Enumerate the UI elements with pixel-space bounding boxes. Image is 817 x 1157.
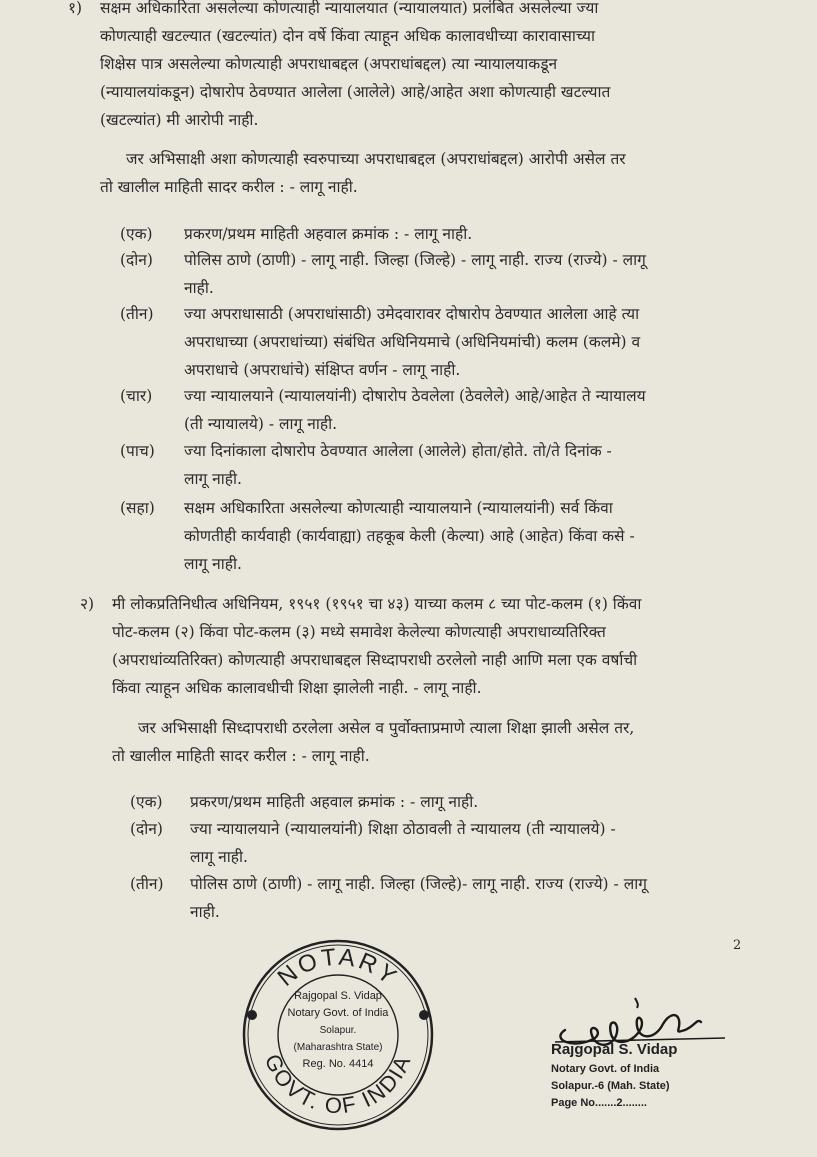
list-line: ज्या दिनांकाला दोषारोप ठेवण्यात आलेला (आलेले) होता/होते. तो/ते दिनांक -	[184, 442, 612, 460]
seal-role: Notary Govt. of India	[287, 1007, 389, 1019]
paragraph-number: १)	[68, 0, 83, 17]
list-label: (सहा)	[120, 499, 155, 517]
list-label: (तीन)	[130, 875, 164, 893]
paragraph-line: (न्यायालयांकडून) दोषारोप ठेवण्यात आलेला (आलेले) आहे/आहेत अशा कोणत्याही खटल्यात	[100, 83, 611, 101]
list1-item	[120, 494, 750, 578]
list-label: (दोन)	[120, 251, 153, 269]
list1-item	[120, 246, 750, 302]
svg-text:NOTARY	[273, 944, 404, 992]
signature-role: Notary Govt. of India	[551, 1063, 660, 1075]
seal-city: Solapur.	[319, 1025, 357, 1036]
paragraph-2	[100, 145, 760, 201]
list-label: (एक)	[120, 225, 153, 243]
list1-item	[120, 220, 750, 248]
paragraph-line: कोणत्याही खटल्यात (खटल्यांत) दोन वर्षे किंवा त्याहून अधिक कालावधीच्या कारावासाच्या	[100, 27, 596, 45]
list-line: प्रकरण/प्रथम माहिती अहवाल क्रमांक : - लागू नाही.	[184, 225, 473, 243]
paragraph-line: तो खालील माहिती सादर करील : - लागू नाही.	[112, 747, 370, 765]
list-line: लागू नाही.	[184, 470, 242, 488]
list-line: अपराधाच्या (अपराधांच्या) संबंधित अधिनियमाचे (अधिनियमांची) कलम (कलमे) व	[184, 333, 641, 351]
list-line: नाही.	[190, 903, 220, 921]
list2-item	[130, 870, 755, 926]
list-label: (तीन)	[120, 305, 154, 323]
list-line: ज्या न्यायालयाने (न्यायालयांनी) शिक्षा ठोठावली ते न्यायालय (ती न्यायालये) -	[190, 820, 616, 838]
paragraph-3	[80, 590, 760, 702]
list-line: नाही.	[184, 279, 214, 297]
list-line: (ती न्यायालये) - लागू नाही.	[184, 415, 338, 433]
list1-item	[120, 300, 750, 384]
list-line: सक्षम अधिकारिता असलेल्या कोणत्याही न्यायालयाने (न्यायालयांनी) सर्व किंवा	[184, 499, 613, 517]
paragraph-line: (अपराधांव्यतिरिक्त) कोणत्याही अपराधाबद्दल सिध्दापराधी ठरलेलो नाही आणि मला एक वर्षाची	[112, 651, 638, 669]
signature-page-number: Page No.......2........	[551, 1097, 647, 1109]
notary-seal	[240, 937, 436, 1133]
list-line: लागू नाही.	[184, 555, 242, 573]
paragraph-line: मी लोकप्रतिनिधीत्व अधिनियम, १९५१ (१९५१ चा ४३) याच्या कलम ८ च्या पोट-कलम (१) किंवा	[112, 595, 642, 613]
paragraph-number: २)	[80, 595, 95, 613]
list1-item	[120, 382, 750, 438]
signature-address: Solapur.-6 (Mah. State)	[551, 1080, 670, 1092]
list-label: (दोन)	[130, 820, 163, 838]
list-label: (एक)	[130, 793, 163, 811]
list-label: (चार)	[120, 387, 153, 405]
page-number: 2	[733, 938, 742, 953]
paragraph-line: तो खालील माहिती सादर करील : - लागू नाही.	[100, 178, 358, 196]
list-line: अपराधाचे (अपराधांचे) संक्षिप्त वर्णन - लागू नाही.	[184, 361, 461, 379]
list-line: प्रकरण/प्रथम माहिती अहवाल क्रमांक : - लागू नाही.	[190, 793, 479, 811]
paragraph-line: पोट-कलम (२) किंवा पोट-कलम (३) मध्ये समावेश केलेल्या कोणत्याही अपराधाव्यतिरिक्त	[112, 623, 606, 641]
paragraph-line: जर अभिसाक्षी सिध्दापराधी ठरलेला असेल व पुर्वोक्ताप्रमाणे त्याला शिक्षा झाली असेल तर,	[138, 719, 635, 737]
paragraph-line: शिक्षेस पात्र असलेल्या कोणत्याही अपराधाबद्दल (अपराधांबद्दल) त्या न्यायालयाकडून	[100, 55, 558, 73]
paragraph-1	[68, 0, 758, 134]
list2-item	[130, 815, 755, 871]
paragraph-4	[112, 714, 762, 770]
list-line: ज्या अपराधासाठी (अपराधांसाठी) उमेदवारावर दोषारोप ठेवण्यात आलेला आहे त्या	[184, 305, 640, 323]
seal-state: (Maharashtra State)	[293, 1042, 383, 1053]
seal-name: Rajgopal S. Vidap	[294, 990, 382, 1002]
list1-item	[120, 437, 750, 493]
signature-name: Rajgopal S. Vidap	[551, 1041, 678, 1058]
seal-reg: Reg. No. 4414	[302, 1058, 374, 1070]
seal-bottom-text: GOVT. OF INDIA	[259, 1050, 417, 1119]
list-line: ज्या न्यायालयाने (न्यायालयांनी) दोषारोप ठेवलेला (ठेवलेले) आहे/आहेत ते न्यायालय	[184, 387, 646, 405]
paragraph-line: सक्षम अधिकारिता असलेल्या कोणत्याही न्यायालयात (न्यायालयात) प्रलंबित असलेल्या ज्या	[100, 0, 599, 17]
list2-item	[130, 788, 755, 816]
list-line: पोलिस ठाणे (ठाणी) - लागू नाही. जिल्हा (जिल्हे) - लागू नाही. राज्य (राज्ये) - लागू	[184, 251, 646, 269]
paragraph-line: (खटल्यांत) मी आरोपी नाही.	[100, 111, 259, 129]
list-label: (पाच)	[120, 442, 155, 460]
list-line: कोणतीही कार्यवाही (कार्यवाह्या) तहकूब केली (केल्या) आहे (आहेत) किंवा कसे -	[184, 527, 635, 545]
seal-top-text: NOTARY	[272, 943, 404, 992]
paragraph-line: किंवा त्याहून अधिक कालावधीची शिक्षा झालेली नाही. - लागू नाही.	[112, 679, 482, 697]
paragraph-line: जर अभिसाक्षी अशा कोणत्याही स्वरुपाच्या अपराधाबद्दल (अपराधांबद्दल) आरोपी असेल तर	[126, 150, 626, 168]
list-line: पोलिस ठाणे (ठाणी) - लागू नाही. जिल्हा (जिल्हे)- लागू नाही. राज्य (राज्ये) - लागू	[190, 875, 647, 893]
list-line: लागू नाही.	[190, 848, 248, 866]
